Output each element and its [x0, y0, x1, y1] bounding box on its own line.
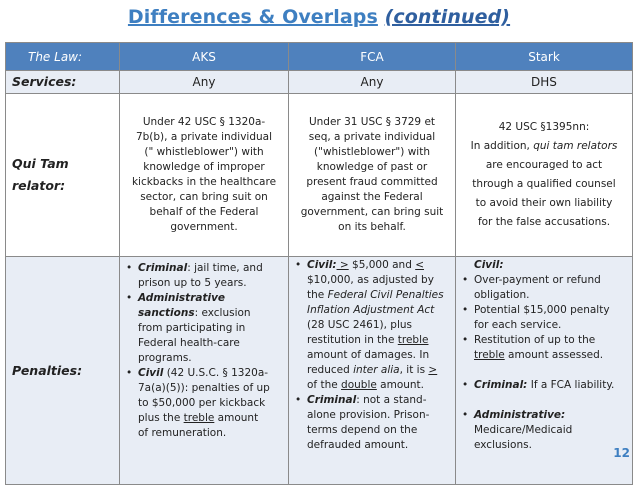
quitam-stark-line: through a qualified counsel: [472, 178, 616, 190]
penalties-stark: [456, 257, 633, 485]
quitam-fca-line: knowledge of past or: [316, 161, 428, 173]
fca-line: [307, 288, 453, 303]
fca-gte: >: [336, 259, 349, 271]
aks-line: [138, 306, 286, 321]
fca-lte: <: [415, 259, 425, 271]
header-law: The Law:: [6, 43, 120, 71]
stark-line: Potential $15,000 penalty: [474, 304, 610, 316]
fca-line: [307, 333, 453, 348]
quitam-label: [6, 94, 120, 257]
aks-line: to $50,000 per kickback: [138, 397, 266, 409]
aks-line: [138, 366, 286, 381]
quitam-stark-line: to avoid their own liability: [475, 197, 613, 209]
aks-admin-head: Administrative: [138, 292, 226, 304]
list-item: [460, 378, 630, 393]
list-item: [124, 291, 286, 366]
slide-title-main: Differences & Overlaps: [127, 6, 378, 28]
aks-criminal-head: Criminal: [138, 262, 188, 274]
fca-line: defrauded amount.: [307, 439, 409, 451]
aks-line: [138, 411, 286, 426]
fca-italic: Federal Civil Penalties: [327, 289, 444, 301]
services-aks: Any: [120, 71, 289, 94]
stark-criminal-head: Criminal:: [474, 379, 528, 391]
bullet-icon: •: [462, 334, 469, 346]
fca-line: [307, 378, 453, 393]
services-row: [6, 71, 633, 94]
quitam-stark-line: [456, 137, 632, 156]
list-item: [460, 273, 630, 303]
quitam-fca: [289, 94, 456, 257]
slide-title: [0, 6, 638, 28]
stark-line: Medicare/Medicaid: [474, 424, 573, 436]
page-number: 12: [613, 446, 630, 460]
fca-text: reduced: [307, 364, 354, 376]
bullet-icon: •: [462, 304, 469, 316]
stark-civil-head: Civil:: [474, 259, 504, 271]
aks-line: Federal health-care: [138, 337, 240, 349]
stark-text: amount assessed.: [504, 349, 604, 361]
quitam-stark-italic: qui tam relators: [533, 140, 618, 152]
quitam-fca-line: Under 31 USC § 3729 et: [308, 116, 436, 128]
services-stark: DHS: [456, 71, 633, 94]
quitam-stark-text: In addition,: [470, 140, 534, 152]
bullet-icon: •: [462, 274, 469, 286]
bullet-icon: •: [295, 394, 302, 406]
quitam-aks-line: Under 42 USC § 1320a-: [142, 116, 266, 128]
header-aks: AKS: [120, 43, 289, 71]
aks-admin-head2: sanctions: [138, 307, 195, 319]
slide-title-continued: (continued): [384, 6, 511, 28]
fca-line: terms depend on the: [307, 424, 418, 436]
fca-criminal-head: Criminal: [307, 394, 357, 406]
stark-line: for each service.: [474, 319, 562, 331]
bullet-icon: •: [462, 379, 469, 391]
stark-line: exclusions.: [474, 439, 532, 451]
fca-gte: >: [428, 364, 438, 376]
header-row: [6, 43, 633, 71]
aks-text: plus the: [138, 412, 184, 424]
stark-text: If a FCA liability.: [527, 379, 615, 391]
stark-line: Over-payment or refund: [474, 274, 601, 286]
stark-line: Restitution of up to the: [474, 334, 596, 346]
fca-line: [307, 393, 453, 408]
fca-civil-head: Civil:: [307, 259, 337, 271]
bullet-icon: •: [462, 409, 469, 421]
aks-text: : jail time, and: [187, 262, 263, 274]
penalties-fca: [289, 257, 456, 485]
quitam-stark: [456, 94, 633, 257]
bullet-icon: •: [126, 262, 133, 274]
list-item: [124, 366, 286, 441]
aks-line: 7a(a)(5)): penalties of up: [138, 382, 270, 394]
services-label: Services:: [6, 71, 120, 94]
fca-line: amount of damages. In: [307, 349, 430, 361]
penalties-row: [6, 257, 633, 485]
fca-text: of the: [307, 379, 342, 391]
fca-text: : not a stand-: [356, 394, 427, 406]
list-item: [460, 303, 630, 333]
fca-text: $5,000 and: [348, 259, 416, 271]
fca-line: $10,000, as adjusted by: [307, 274, 434, 286]
quitam-fca-line: seq, a private individual: [308, 131, 436, 143]
quitam-fca-line: on its behalf.: [338, 221, 406, 233]
aks-line: prison up to 5 years.: [138, 277, 247, 289]
fca-line: alone provision. Prison-: [307, 409, 430, 421]
quitam-row: [6, 94, 633, 257]
stark-admin-head: Administrative:: [474, 409, 566, 421]
stark-line: [474, 378, 630, 393]
quitam-stark-line: are encouraged to act: [485, 159, 603, 171]
stark-line: [474, 348, 630, 363]
bullet-icon: •: [295, 259, 302, 271]
header-fca: FCA: [289, 43, 456, 71]
list-item: [124, 261, 286, 291]
quitam-stark-line: 42 USC §1395nn:: [498, 121, 590, 133]
quitam-fca-line: ("whistleblower") with: [314, 146, 430, 158]
quitam-aks-line: government.: [170, 221, 238, 233]
stark-line: obligation.: [474, 289, 530, 301]
quitam-aks: [120, 94, 289, 257]
quitam-aks-line: (" whistleblower") with: [144, 146, 264, 158]
list-item: [293, 258, 453, 393]
aks-line: of remuneration.: [138, 427, 227, 439]
aks-treble: treble: [183, 412, 215, 424]
fca-text: amount.: [376, 379, 425, 391]
quitam-aks-line: kickbacks in the healthcare: [131, 176, 277, 188]
comparison-table: [5, 42, 633, 485]
fca-line: (28 USC 2461), plus: [307, 319, 413, 331]
quitam-aks-line: behalf of the Federal: [149, 206, 259, 218]
quitam-label-line: Qui Tam: [12, 156, 69, 171]
fca-treble: treble: [397, 334, 429, 346]
stark-treble: treble: [474, 349, 505, 361]
aks-text: : exclusion: [194, 307, 251, 319]
bullet-icon: •: [126, 292, 133, 304]
list-item: [460, 408, 630, 453]
fca-text: , it is: [399, 364, 429, 376]
list-item: [293, 393, 453, 453]
fca-italic: inter alia: [353, 364, 400, 376]
quitam-fca-line: against the Federal: [321, 191, 423, 203]
aks-line: from participating in: [138, 322, 246, 334]
fca-line: Inflation Adjustment Act: [307, 304, 435, 316]
fca-line: [307, 258, 453, 273]
services-fca: Any: [289, 71, 456, 94]
list-item: [460, 333, 630, 363]
fca-text: the: [307, 289, 328, 301]
quitam-label-line: relator:: [12, 178, 66, 193]
quitam-stark-line: for the false accusations.: [477, 216, 611, 228]
aks-civil-head: Civil: [138, 367, 164, 379]
quitam-aks-line: knowledge of improper: [143, 161, 265, 173]
fca-text: restitution in the: [307, 334, 398, 346]
fca-double: double: [341, 379, 377, 391]
quitam-aks-line: sector, can bring suit on: [140, 191, 268, 203]
aks-text: amount: [214, 412, 259, 424]
penalties-label: Penalties:: [6, 257, 120, 485]
penalties-aks: [120, 257, 289, 485]
aks-text: (42 U.S.C. § 1320a-: [163, 367, 269, 379]
header-stark: Stark: [456, 43, 633, 71]
aks-line: [138, 261, 286, 276]
fca-line: [307, 363, 453, 378]
aks-line: programs.: [138, 352, 192, 364]
quitam-aks-line: 7b(b), a private individual: [135, 131, 273, 143]
quitam-fca-line: government, can bring suit: [300, 206, 444, 218]
bullet-icon: •: [126, 367, 133, 379]
quitam-fca-line: present fraud committed: [306, 176, 438, 188]
